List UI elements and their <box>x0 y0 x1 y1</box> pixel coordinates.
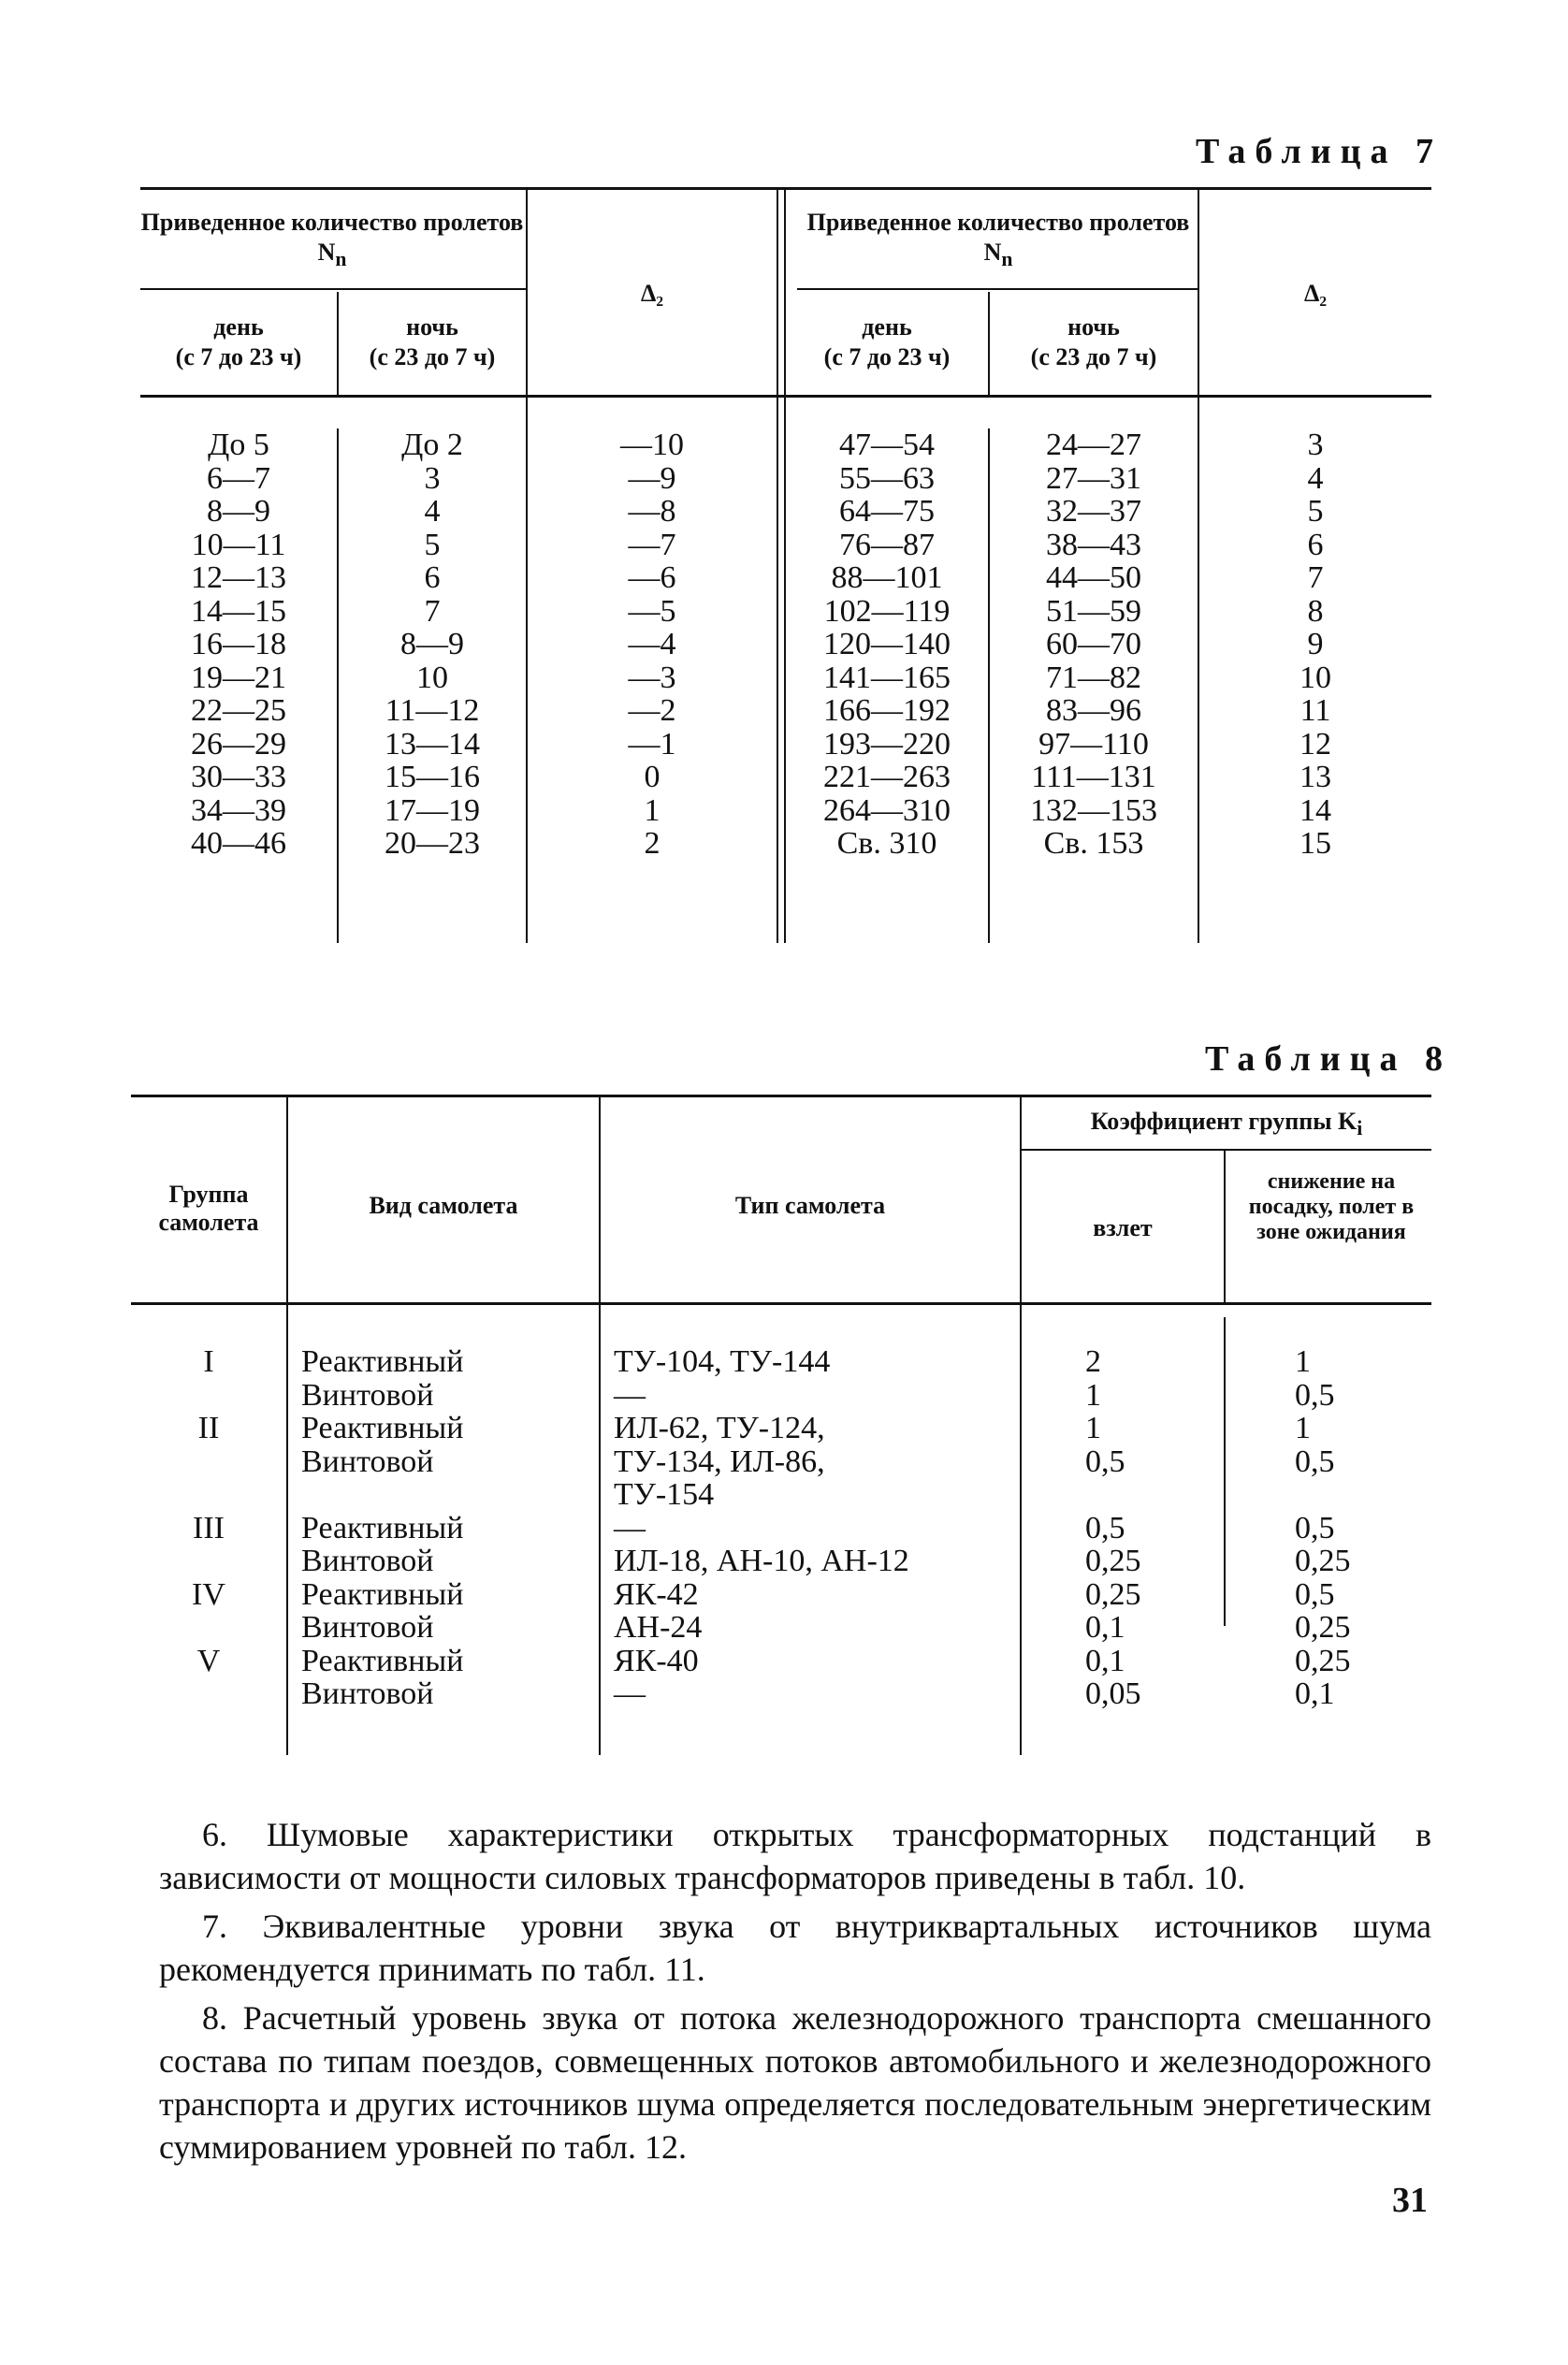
table-cell: —10 <box>620 428 684 462</box>
table-cell: —6 <box>628 560 676 595</box>
table-cell: 40—46 <box>191 826 286 861</box>
table-cell: —1 <box>628 726 676 762</box>
table8-kind-column <box>301 1345 599 1711</box>
table-cell: 0,25 <box>1295 1643 1351 1678</box>
table-cell: 20—23 <box>385 826 480 861</box>
table-cell: 13 <box>1299 760 1331 794</box>
table-cell: 120—140 <box>823 627 951 661</box>
table-cell: ТУ-104, ТУ-144 <box>614 1344 831 1379</box>
table-cell: 71—82 <box>1046 660 1141 695</box>
table8-caption: Таблица 8 <box>1205 1039 1453 1079</box>
table-cell: 193—220 <box>823 726 951 762</box>
table7-header-split-right <box>797 288 1199 290</box>
table-cell: АН-24 <box>614 1610 703 1645</box>
table-cell: 0,5 <box>1295 1444 1335 1479</box>
table-cell: 26—29 <box>191 726 286 762</box>
table-cell: Винтовой <box>301 1544 434 1578</box>
night-label: ночь <box>406 313 458 341</box>
table-cell: 111—131 <box>1031 760 1156 794</box>
table-cell: 3 <box>424 460 441 496</box>
table-cell: 22—25 <box>191 693 286 728</box>
table8-type-header: Тип самолета <box>734 1192 886 1219</box>
table-cell: 5 <box>424 527 441 562</box>
table-cell: 17—19 <box>385 792 480 828</box>
table-cell: 88—101 <box>831 560 943 595</box>
table-cell: 15—16 <box>385 760 480 794</box>
table-cell: 51—59 <box>1046 593 1141 629</box>
table-cell <box>131 1445 286 1479</box>
table-cell <box>1295 1478 1431 1512</box>
table-cell: 0,5 <box>1295 1377 1335 1413</box>
table-cell <box>131 1677 286 1711</box>
table-cell: 0,5 <box>1295 1510 1335 1545</box>
table-cell: 1 <box>1295 1411 1311 1445</box>
table-cell: ИЛ-62, ТУ-124, <box>614 1411 825 1445</box>
table8-vline <box>1224 1317 1226 1626</box>
table-cell: 4 <box>1307 460 1324 496</box>
table-cell: Винтовой <box>301 1377 434 1413</box>
table8-takeoff-column <box>1085 1345 1224 1711</box>
table-cell: 19—21 <box>191 660 286 695</box>
table-cell: 166—192 <box>823 693 951 728</box>
table7-delta-header: Δ₂ <box>1303 280 1328 307</box>
table-cell: 76—87 <box>839 527 935 562</box>
day-range: (с 7 до 23 ч) <box>823 343 951 370</box>
table-cell: 0,25 <box>1085 1544 1141 1578</box>
table7-caption: Таблица 7 <box>1196 132 1444 171</box>
table8-takeoff-header: взлет <box>1093 1214 1153 1241</box>
table-cell: 83—96 <box>1046 693 1141 728</box>
table-cell: V <box>196 1643 221 1678</box>
table7-group-header-left <box>140 208 524 274</box>
table-cell: 60—70 <box>1046 627 1141 661</box>
table-cell: 6—7 <box>207 460 270 496</box>
table-cell: 141—165 <box>823 660 951 695</box>
table-cell: — <box>614 1377 646 1413</box>
table-cell: 3 <box>1307 428 1324 462</box>
table7-delta-left-column <box>528 428 777 861</box>
table-cell: 2 <box>644 826 661 861</box>
day-label: день <box>862 313 912 341</box>
table7-day-header <box>140 312 337 372</box>
coef-header-sub: i <box>1357 1117 1363 1140</box>
table-cell: 14—15 <box>191 593 286 629</box>
table-cell: 8—9 <box>207 494 270 529</box>
table-cell: —8 <box>628 494 676 529</box>
table-cell: 221—263 <box>823 760 951 794</box>
table-cell: Винтовой <box>301 1610 434 1645</box>
paragraph-6: 6. Шумовые характеристики открытых трансформаторных подстанций в зависимости от мощности силовых трансформаторов приведены в табл. 10. <box>159 1816 1431 1896</box>
table8-type-column <box>614 1345 1020 1711</box>
table-cell: III <box>193 1510 225 1545</box>
table-cell: 55—63 <box>839 460 935 496</box>
table8 <box>131 1095 1431 1768</box>
table-cell: ЯК-40 <box>614 1643 699 1678</box>
table7-group-header-sub: n <box>1001 248 1013 271</box>
table-cell: 0,5 <box>1085 1510 1125 1545</box>
table-cell: IV <box>192 1576 225 1612</box>
table-cell: 8 <box>1307 593 1324 629</box>
table-cell <box>131 1379 286 1413</box>
table-cell <box>131 1545 286 1578</box>
table-cell: 30—33 <box>191 760 286 794</box>
body-text <box>159 1813 1431 2174</box>
paragraph-7: 7. Эквивалентные уровни звука от внутриквартальных источников шума рекомендуется принимать по табл. 11. <box>159 1908 1431 1988</box>
table-cell: II <box>197 1411 220 1445</box>
table7-group-header-sub: n <box>335 248 347 271</box>
table-cell: 4 <box>424 494 441 529</box>
table-cell: 24—27 <box>1046 428 1141 462</box>
table-cell <box>131 1478 286 1512</box>
table-cell: 34—39 <box>191 792 286 828</box>
table7-top-rule <box>140 187 1431 190</box>
table-cell: 0,5 <box>1085 1444 1125 1479</box>
table-cell: Реактивный <box>301 1344 464 1379</box>
table-cell: Винтовой <box>301 1444 434 1479</box>
table-cell: 0,5 <box>1295 1576 1335 1612</box>
table-cell: 0,05 <box>1085 1676 1141 1711</box>
table8-vline <box>1020 1095 1022 1755</box>
table-cell: 10 <box>416 660 448 695</box>
night-range: (с 23 до 7 ч) <box>1030 343 1157 370</box>
table7 <box>140 187 1431 954</box>
table-cell: 11—12 <box>385 693 480 728</box>
table-cell: 11 <box>1299 693 1331 728</box>
table-cell: 38—43 <box>1046 527 1141 562</box>
table8-group-column <box>131 1345 286 1711</box>
table8-landing-header: снижение на посадку, полет в зоне ожидания <box>1248 1169 1415 1244</box>
table-cell <box>131 1611 286 1645</box>
table-cell: До 2 <box>401 428 463 462</box>
table7-night-left-column <box>339 428 526 861</box>
table7-night-right-column <box>990 428 1198 861</box>
table-cell: Реактивный <box>301 1643 464 1678</box>
table7-group-header-text: Приведенное количество пролетов N <box>806 209 1190 266</box>
table8-group-header: Группа самолета <box>158 1181 259 1236</box>
table-cell: 10—11 <box>191 527 286 562</box>
table-cell: 16—18 <box>191 627 286 661</box>
table-cell: 32—37 <box>1046 494 1141 529</box>
table-cell: —4 <box>628 627 676 661</box>
table-cell: ТУ-134, ИЛ-86, <box>614 1444 825 1479</box>
table-cell: 264—310 <box>823 792 951 828</box>
table8-coef-split <box>1020 1149 1431 1151</box>
table8-top-rule <box>131 1095 1431 1097</box>
table-cell: 1 <box>1295 1344 1311 1379</box>
table-cell: —2 <box>628 693 676 728</box>
table8-vline <box>1224 1151 1226 1302</box>
table-cell: 15 <box>1299 826 1331 861</box>
table-cell: 27—31 <box>1046 460 1141 496</box>
table7-group-header-right <box>797 208 1199 274</box>
table7-day-header <box>786 312 988 372</box>
table-cell: 1 <box>644 792 661 828</box>
table-cell: 5 <box>1307 494 1324 529</box>
table-cell: — <box>614 1510 646 1545</box>
table-cell: — <box>614 1676 646 1711</box>
table-cell: 12 <box>1299 726 1331 762</box>
coef-header-text: Коэффициент группы K <box>1090 1108 1357 1135</box>
table-cell: Реактивный <box>301 1411 464 1445</box>
table-cell: 97—110 <box>1038 726 1149 762</box>
table-cell: —9 <box>628 460 676 496</box>
table7-night-header <box>339 312 526 372</box>
table-cell: 132—153 <box>1030 792 1157 828</box>
table-cell: 6 <box>1307 527 1324 562</box>
table7-header-rule <box>140 395 1431 398</box>
table-cell: 1 <box>1085 1411 1101 1445</box>
day-range: (с 7 до 23 ч) <box>175 343 302 370</box>
table-cell: 13—14 <box>385 726 480 762</box>
table7-day-right-column <box>786 428 988 861</box>
table-cell: 44—50 <box>1046 560 1141 595</box>
table-cell: 0 <box>644 760 661 794</box>
table-cell: —3 <box>628 660 676 695</box>
night-label: ночь <box>1067 313 1120 341</box>
table-cell <box>1085 1478 1224 1512</box>
table-cell: 7 <box>1307 560 1324 595</box>
table-cell: ТУ-154 <box>614 1477 715 1512</box>
table-cell: До 5 <box>208 428 269 462</box>
table-cell: 0,1 <box>1295 1676 1335 1711</box>
table-cell: 1 <box>1085 1377 1101 1413</box>
table-cell: 0,1 <box>1085 1643 1125 1678</box>
table7-delta-right-column <box>1199 428 1431 861</box>
table-cell: Винтовой <box>301 1676 434 1711</box>
table-cell: ИЛ-18, АН-10, АН-12 <box>614 1544 909 1578</box>
table-cell: 14 <box>1299 792 1331 828</box>
table-cell: 47—54 <box>839 428 935 462</box>
table7-day-left-column <box>140 428 337 861</box>
table-cell: Реактивный <box>301 1510 464 1545</box>
table7-delta-header: Δ₂ <box>640 280 664 307</box>
table-cell: 12—13 <box>191 560 286 595</box>
page-number: 31 <box>1392 2181 1428 2220</box>
table7-group-header-text: Приведенное количество пролетов N <box>140 209 524 266</box>
day-label: день <box>213 313 264 341</box>
table-cell: 8—9 <box>400 627 464 661</box>
table-cell: 7 <box>424 593 441 629</box>
table8-landing-column <box>1295 1345 1431 1711</box>
table-cell: 10 <box>1299 660 1331 695</box>
paragraph-8: 8. Расчетный уровень звука от потока железнодорожного транспорта смешанного состава по типам поездов, совмещенных потоков автомобильного и железнодорожного транспорта и других источников шума определяется последовательным энергетическим суммированием уровней по табл. 12. <box>159 1999 1431 2166</box>
table-cell: 2 <box>1085 1344 1101 1379</box>
table-cell: 6 <box>424 560 441 595</box>
table-cell: 102—119 <box>823 593 951 629</box>
table8-coef-header <box>1022 1108 1431 1142</box>
night-range: (с 23 до 7 ч) <box>369 343 496 370</box>
table-cell: —5 <box>628 593 676 629</box>
table-cell: 9 <box>1307 627 1324 661</box>
table-cell: —7 <box>628 527 676 562</box>
table-cell: 0,25 <box>1085 1576 1141 1612</box>
table-cell: Реактивный <box>301 1576 464 1612</box>
table7-header-split-left <box>140 288 526 290</box>
table-cell: 0,25 <box>1295 1610 1351 1645</box>
table-cell: Св. 310 <box>836 826 937 861</box>
table-cell <box>301 1478 599 1512</box>
table8-kind-header: Вид самолета <box>369 1192 518 1219</box>
table-cell: 0,1 <box>1085 1610 1125 1645</box>
table-cell: I <box>203 1344 214 1379</box>
table7-vline <box>777 187 778 943</box>
table-cell: 64—75 <box>839 494 935 529</box>
table-cell: ЯК-42 <box>614 1576 699 1612</box>
table-cell: 0,25 <box>1295 1544 1351 1578</box>
table8-header-rule <box>131 1302 1431 1305</box>
table7-night-header <box>990 312 1198 372</box>
table-cell: Св. 153 <box>1043 826 1144 861</box>
